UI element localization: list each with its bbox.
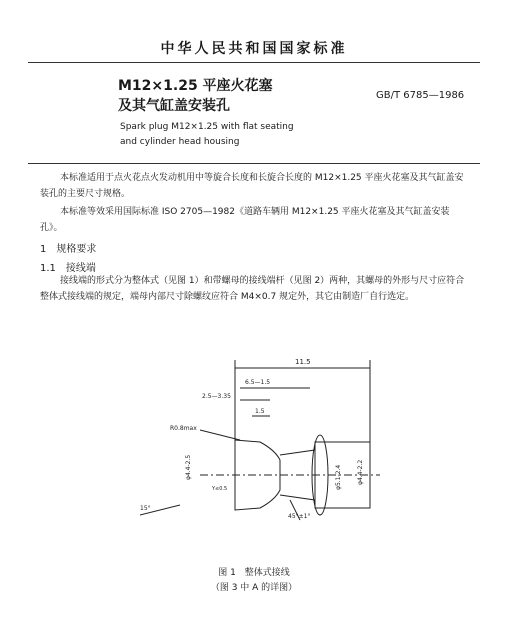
paragraph-scope: 本标准适用于点火花点火发动机用中等旋合长度和长旋合长度的 M12×1.25 平座火花塞及其气缸盖安装孔的主要尺寸规格。 xyxy=(40,173,464,199)
title-english xyxy=(120,120,350,150)
paragraph-iso-reference: 本标准等效采用国际标准 ISO 2705—1982《道路车辆用 M12×1.25 平座火花塞及其气缸盖安装孔》。 xyxy=(40,207,450,233)
diameter-label-3: φ4.4-2.2 xyxy=(357,459,364,485)
title-cn-line2: 及其气缸盖安装孔 xyxy=(118,98,230,114)
paragraph-terminal: 接线端的形式分为整体式（见图 1）和带螺母的接线端杆（见图 2）两种，其螺母的外形与尺寸应符合整体式接线端的规定，端母内部尺寸除螺纹应符合 M4×0.7 规定外，其它由制造厂自行选定。 xyxy=(40,276,465,302)
dim-total-label: 11.5 xyxy=(295,358,311,366)
section-heading-1-1: 1.1 接线端 xyxy=(40,263,96,274)
standard-org-header: 中华人民共和国国家标准 xyxy=(160,41,348,57)
title-cn-line1: M12×1.25 平座火花塞 xyxy=(118,78,273,94)
section-heading-1: 1 规格要求 xyxy=(40,244,97,255)
dim-a-label: 6.5—1.5 xyxy=(245,379,271,386)
small-tolerance-label: Y≤0.5 xyxy=(212,486,228,492)
standard-code: GB/T 6785—1986 xyxy=(376,90,465,101)
title-en-line1: Spark plug M12×1.25 with flat seating xyxy=(120,122,294,132)
terminal-tip-outline xyxy=(235,440,280,510)
diameter-label-1: φ4.4-2.5 xyxy=(185,454,192,480)
title-rule xyxy=(28,163,480,164)
figure-subcaption: （图 3 中 A 的详图） xyxy=(210,583,298,593)
slope-label: 15° xyxy=(140,505,151,512)
title-chinese xyxy=(118,76,318,116)
leader-r xyxy=(200,430,240,440)
dim-c-label: 1.5 xyxy=(255,408,265,415)
title-en-line2: and cylinder head housing xyxy=(120,137,240,147)
figure-caption: 图 1 整体式接线 xyxy=(218,568,290,578)
radius-label: R0.8max xyxy=(170,425,197,432)
terminal-drawing xyxy=(140,350,400,525)
diameter-label-2: φ5.1-2.4 xyxy=(335,464,342,490)
dim-b-label: 2.5—3.35 xyxy=(202,393,231,400)
header-rule xyxy=(28,62,480,63)
angle-label: 45°±1° xyxy=(288,513,311,520)
